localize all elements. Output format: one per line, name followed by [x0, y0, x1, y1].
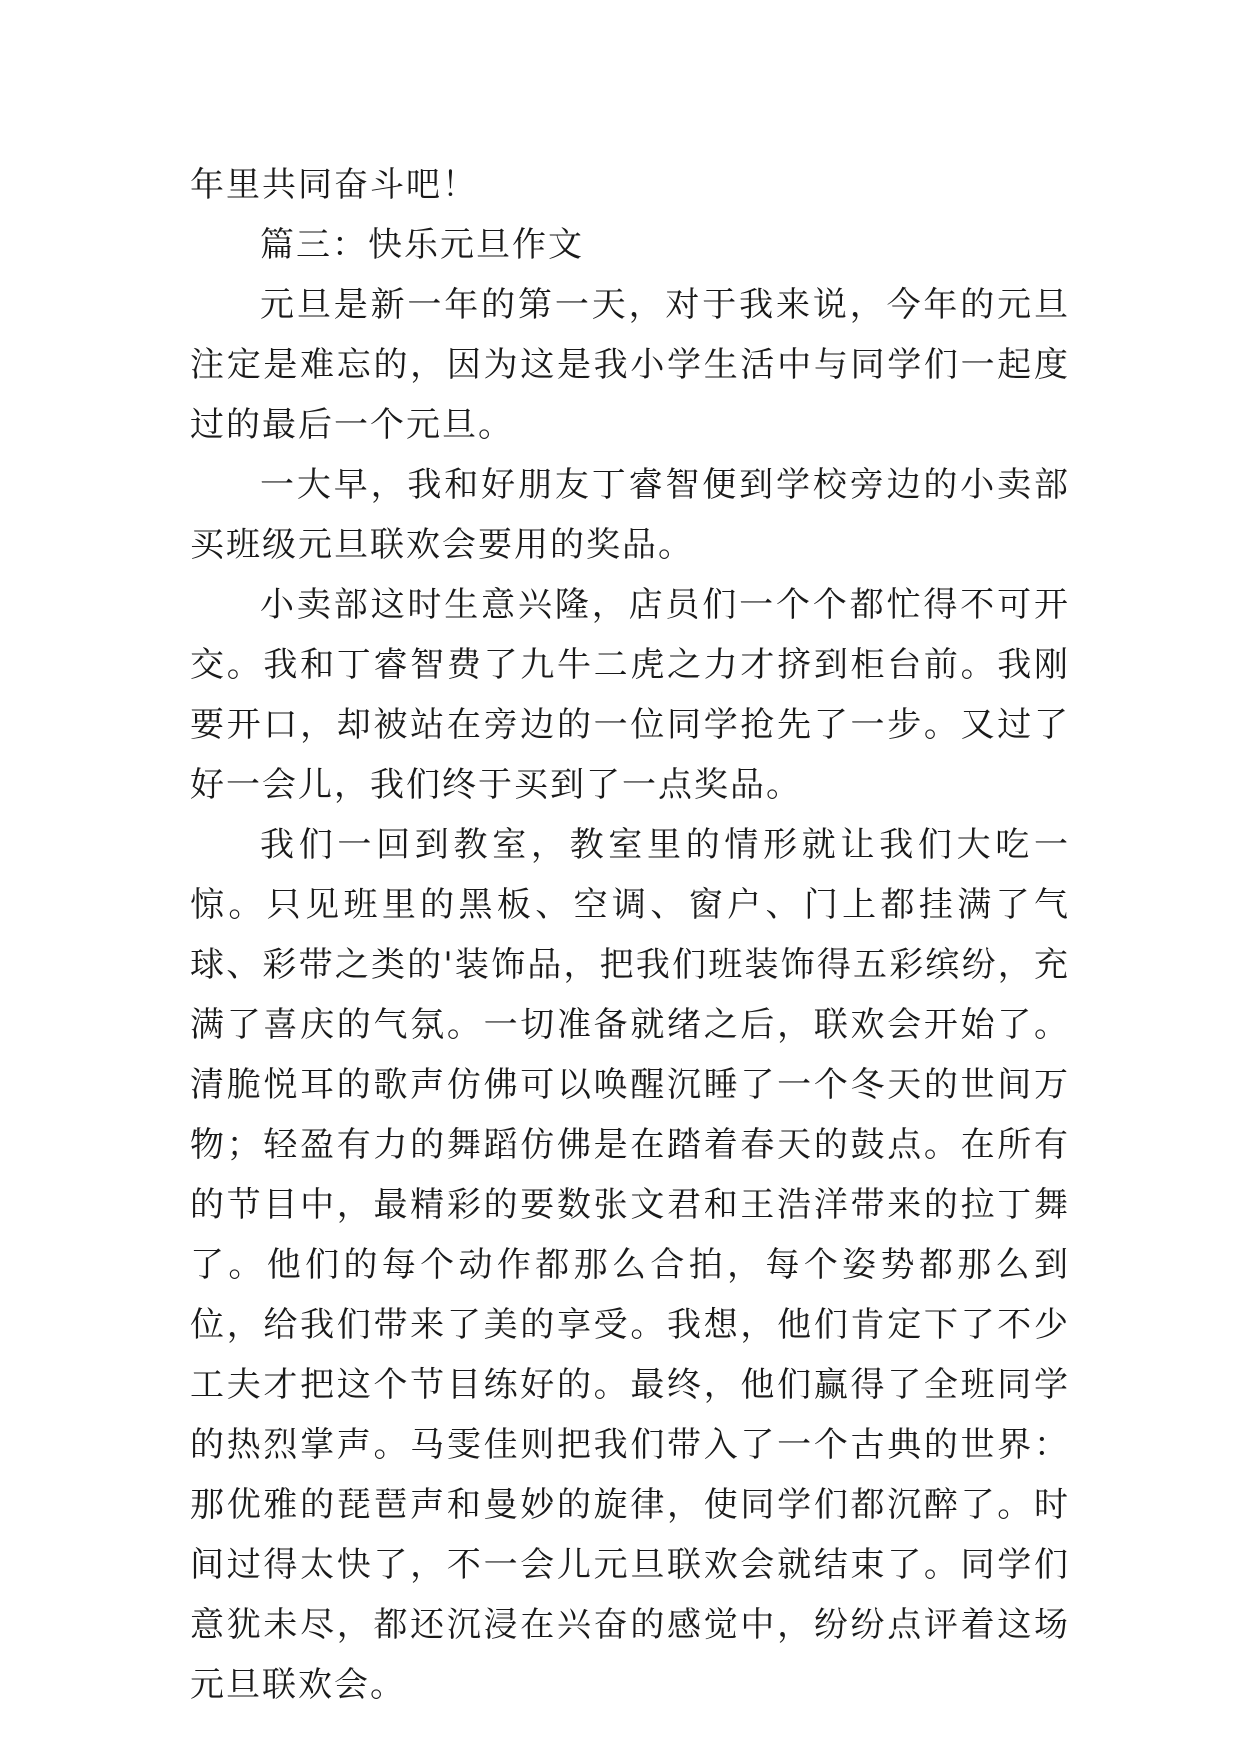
paragraph-party: 我们一回到教室，教室里的情形就让我们大吃一惊。只见班里的黑板、空调、窗户、门上都挂满了气球、彩带之类的'装饰品，把我们班装饰得五彩缤纷，充满了喜庆的气氛。一切准备就绪之后，联欢会开始了。清脆悦耳的歌声仿佛可以唤醒沉睡了一个冬天的世间万物；轻盈有力的舞蹈仿佛是在踏着春天的鼓点。在所有的节目中，最精彩的要数张文君和王浩洋带来的拉丁舞了。他们的每个动作都那么合拍，每个姿势都那么到位，给我们带来了美的享受。我想，他们肯定下了不少工夫才把这个节目练好的。最终，他们赢得了全班同学的热烈掌声。马雯佳则把我们带入了一个古典的世界：那优雅的琵琶声和曼妙的旋律，使同学们都沉醉了。时间过得太快了，不一会儿元旦联欢会就结束了。同学们意犹未尽，都还沉浸在兴奋的感觉中，纷纷点评着这场元旦联欢会。 [190, 825, 1070, 1705]
paragraph-intro: 元旦是新一年的第一天，对于我来说，今年的元旦注定是难忘的，因为这是我小学生活中与同学们一起度过的最后一个元旦。 [190, 285, 1070, 445]
document-body [190, 155, 1070, 1715]
paragraph-shop: 小卖部这时生意兴隆，店员们一个个都忙得不可开交。我和丁睿智费了九牛二虎之力才挤到柜台前。我刚要开口，却被站在旁边的一位同学抢先了一步。又过了好一会儿，我们终于买到了一点奖品。 [190, 585, 1070, 805]
paragraph-morning: 一大早，我和好朋友丁睿智便到学校旁边的小卖部买班级元旦联欢会要用的奖品。 [190, 465, 1070, 565]
paragraph-closing-line: 年里共同奋斗吧！ [190, 165, 478, 205]
section-heading: 篇三：快乐元旦作文 [260, 225, 584, 265]
